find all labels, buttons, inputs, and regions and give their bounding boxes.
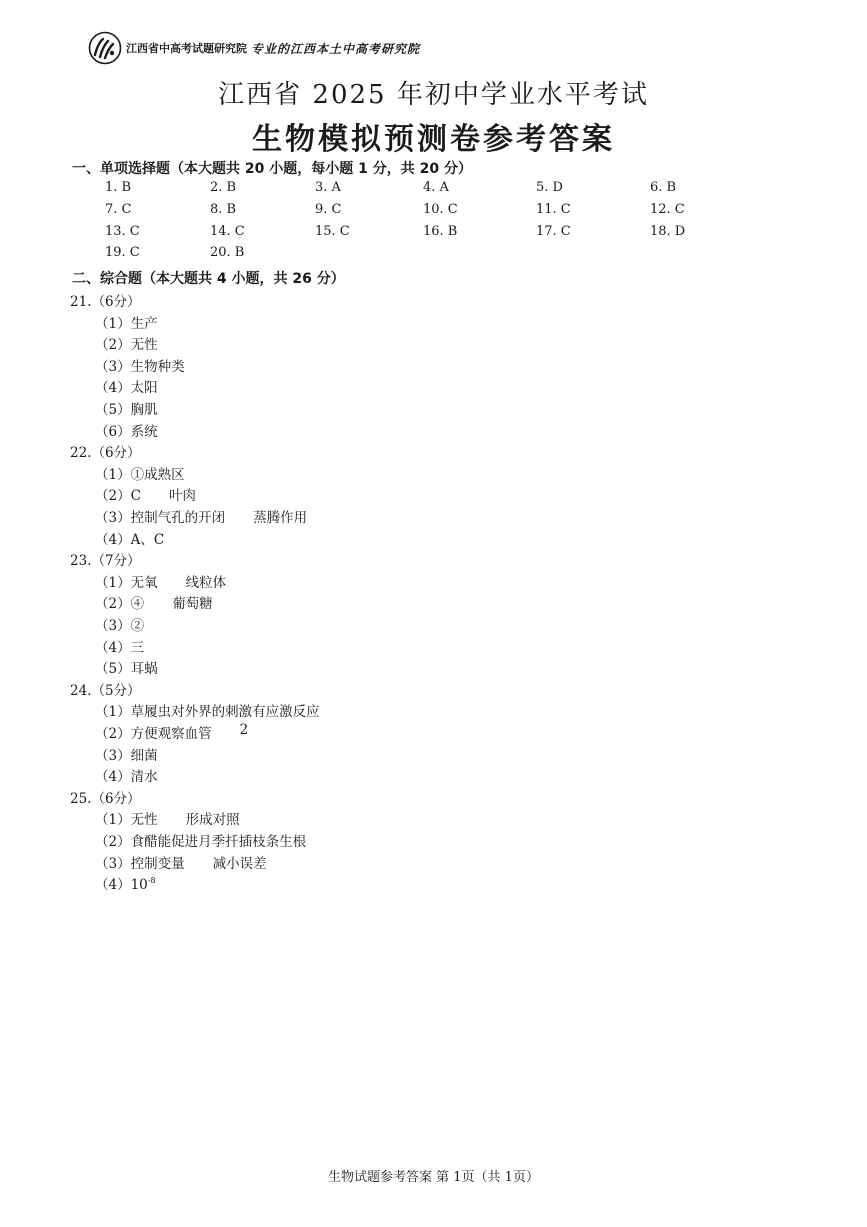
item-number: （4） [95,769,131,785]
item-number: （6） [95,424,131,440]
brand-name: 江西省中高考试题研究院 [126,42,247,55]
item-number: （4） [95,877,131,893]
answer-text: 控制变量 [130,856,185,872]
answer-text: 耳蜗 [130,661,158,677]
mc-answer: 2. B [210,180,237,195]
answer-text: 清水 [130,769,158,785]
mc-answer: 16. B [423,224,458,239]
answer-line [95,808,240,828]
mc-answer: 4. A [423,180,449,195]
answer-text: 生产 [130,316,158,332]
answer-text-secondary: 蒸腾作用 [253,510,308,526]
answer-line [95,484,196,504]
mc-answer: 13. C [105,224,140,239]
question-heading: 22.（6分） [70,445,141,461]
item-number: （4） [95,380,131,396]
answer-text-secondary: 2 [239,722,249,738]
item-number: （3） [95,748,131,764]
answer-line [95,355,185,375]
answer-text: 系统 [130,424,158,440]
mc-answer: 10. C [423,202,458,217]
answer-line [95,571,227,591]
mc-answer: 7. C [105,202,132,217]
item-number: （4） [95,640,131,656]
item-number: （2） [95,337,131,353]
item-number: （3） [95,510,131,526]
answer-text-secondary: 减小误差 [212,856,267,872]
answer-line [95,333,158,353]
brand-slogan: 专业的江西本土中高考研究院 [251,41,421,56]
item-number: （2） [95,488,131,504]
answer-line [95,830,306,850]
item-number: （5） [95,402,131,418]
answer-text-secondary: 葡萄糖 [172,596,213,612]
question-heading: 24.（5分） [70,683,141,699]
item-number: （1） [95,316,131,332]
answer-text-secondary: 叶肉 [168,488,196,504]
section2-heading: 二、综合题（本大题共 4 小题，共 26 分） [72,271,345,287]
mc-answer: 14. C [210,224,245,239]
answer-text: 控制气孔的开闭 [130,510,226,526]
mc-answer: 17. C [536,224,571,239]
item-number: （2） [95,726,131,742]
answer-text: ④ [130,596,145,612]
answer-line [95,873,156,893]
question-heading: 25.（6分） [70,791,141,807]
answer-text: ② [130,618,145,634]
institute-logo [88,31,122,65]
answer-line [95,376,158,396]
item-number: （2） [95,596,131,612]
answer-line [95,636,144,656]
answer-text: C [130,488,141,504]
mc-answer: 20. B [210,245,245,260]
item-number: （1） [95,575,131,591]
mc-answer: 1. B [105,180,132,195]
question-heading: 23.（7分） [70,553,141,569]
answer-line [95,528,164,548]
answer-line [95,506,308,526]
mc-answer: 5. D [536,180,563,195]
answer-text: 无性 [130,812,158,828]
answer-line [95,700,320,720]
item-number: （1） [95,704,131,720]
mc-answer: 6. B [650,180,677,195]
answer-text: 食醋能促进月季扦插枝条生根 [130,834,307,850]
page-footer: 生物试题参考答案 第 1页（共 1页） [328,1170,539,1185]
question-heading: 21.（6分） [70,294,141,310]
answer-text: 生物种类 [130,359,185,375]
mc-answer: 15. C [315,224,350,239]
mc-answer: 18. D [650,224,686,239]
item-number: （3） [95,856,131,872]
item-number: （3） [95,359,131,375]
answer-text: 细菌 [130,748,158,764]
answer-text: 草履虫对外界的刺激有应激反应 [130,704,320,720]
answer-line [95,744,158,764]
item-number: （1） [95,467,131,483]
mc-answer: 11. C [536,202,571,217]
section1-heading: 一、单项选择题（本大题共 20 小题，每小题 1 分，共 20 分） [72,161,472,177]
answer-text: 方便观察血管 [130,726,212,742]
exam-title: 江西省 2025 年初中学业水平考试 [218,80,649,110]
mc-answer: 9. C [315,202,342,217]
answer-line [95,657,158,677]
answer-text: 无氧 [130,575,158,591]
answer-line [95,852,267,872]
header-logo-row [88,30,420,66]
answer-text: 太阳 [130,380,158,396]
item-number: （5） [95,661,131,677]
answer-text: ①成熟区 [130,467,185,483]
mc-answer: 8. B [210,202,237,217]
mc-answer: 3. A [315,180,341,195]
answer-text: 10 [130,877,148,893]
answer-key-title: 生物模拟预测卷参考答案 [252,122,615,157]
item-number: （2） [95,834,131,850]
answer-line [95,765,158,785]
item-number: （1） [95,812,131,828]
answer-line [95,722,249,742]
answer-text: 三 [130,640,145,656]
answer-line [95,614,144,634]
answer-exponent: -8 [147,876,156,885]
answer-text-secondary: 形成对照 [185,812,240,828]
answer-text: A、C [130,532,165,548]
answer-line [95,420,158,440]
item-number: （3） [95,618,131,634]
answer-text: 无性 [130,337,158,353]
answer-line [95,463,185,483]
answer-text: 胸肌 [130,402,158,418]
item-number: （4） [95,532,131,548]
answer-line [95,592,213,612]
answer-line [95,398,158,418]
mc-answer: 12. C [650,202,685,217]
answer-line [95,312,158,332]
answer-text-secondary: 线粒体 [185,575,227,591]
mc-answer: 19. C [105,245,140,260]
